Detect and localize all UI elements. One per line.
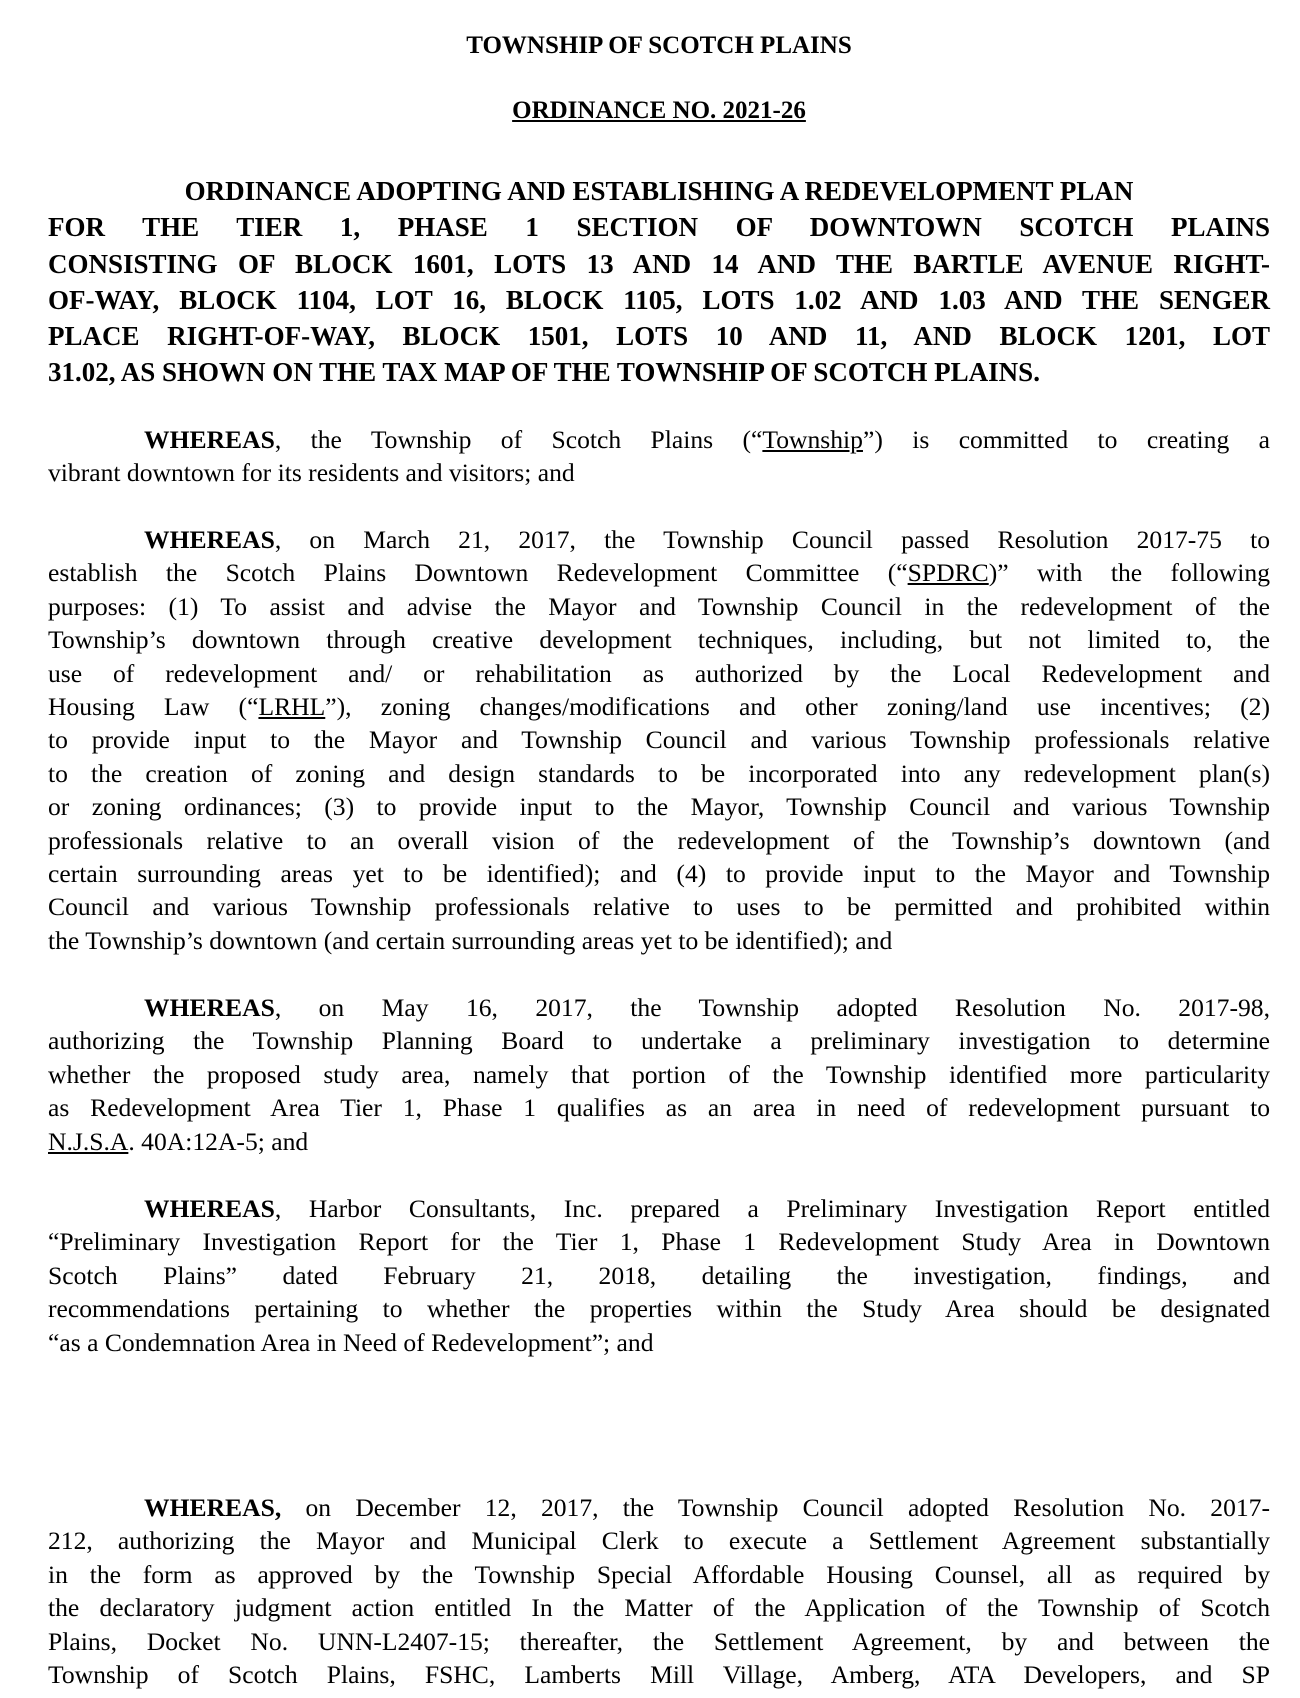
paragraph-line: “as a Condemnation Area in Need of Redevelopment”; and xyxy=(48,1327,654,1357)
paragraph-line: Township’s downtown through creative development techniques, including, but not limited to, the xyxy=(48,625,1270,655)
paragraph-line: Council and various Township professionals relative to uses to be permitted and prohibited within xyxy=(48,892,1270,922)
paragraph-line: Township of Scotch Plains, FSHC, Lamberts Mill Village, Amberg, ATA Developers, and SP xyxy=(48,1660,1270,1690)
paragraph-line: the declaratory judgment action entitled In the Matter of the Application of the Township of Scotch xyxy=(48,1593,1270,1623)
paragraph-line: the Township’s downtown (and certain surrounding areas yet to be identified); and xyxy=(48,925,893,955)
whereas-paragraph xyxy=(48,1192,1270,1359)
whereas-lead: WHEREAS xyxy=(144,525,275,554)
paragraph-line: establish the Scotch Plains Downtown Redevelopment Committee (“SPDRC)” with the following xyxy=(48,558,1270,588)
defined-term: LRHL xyxy=(258,692,326,722)
paragraph-line: in the form as approved by the Township Special Affordable Housing Counsel, all as required by xyxy=(48,1559,1270,1589)
title-line: 31.02, AS SHOWN ON THE TAX MAP OF THE TOWNSHIP OF SCOTCH PLAINS. xyxy=(48,357,1040,388)
paragraph-line: whether the proposed study area, namely that portion of the Township identified more particularity xyxy=(48,1059,1270,1089)
paragraph-line: or zoning ordinances; (3) to provide input to the Mayor, Township Council and various Township xyxy=(48,792,1270,822)
paragraph-line: Scotch Plains” dated February 21, 2018, detailing the investigation, findings, and xyxy=(48,1260,1270,1290)
whereas-paragraph xyxy=(48,1491,1270,1691)
title-line: ORDINANCE ADOPTING AND ESTABLISHING A REDEVELOPMENT PLAN xyxy=(184,176,1134,206)
paragraph-line: WHEREAS, Harbor Consultants, Inc. prepared a Preliminary Investigation Report entitled xyxy=(144,1194,1270,1223)
paragraph-line: certain surrounding areas yet to be identified); and (4) to provide input to the Mayor and Township xyxy=(48,859,1270,889)
title-line: PLACE RIGHT-OF-WAY, BLOCK 1501, LOTS 10 AND 11, AND BLOCK 1201, LOT xyxy=(48,321,1270,352)
paragraph-line: recommendations pertaining to whether the properties within the Study Area should be designated xyxy=(48,1294,1270,1324)
whereas-paragraph xyxy=(48,991,1270,1158)
paragraph-line: to the creation of zoning and design standards to be incorporated into any redevelopment plan(s) xyxy=(48,758,1270,788)
defined-term: SPDRC xyxy=(907,558,989,588)
paragraph-line: to provide input to the Mayor and Township Council and various Township professionals relative xyxy=(48,725,1270,755)
whereas-lead: WHEREAS, xyxy=(144,1493,282,1522)
paragraph-line: WHEREAS, on December 12, 2017, the Township Council adopted Resolution No. 2017- xyxy=(144,1493,1270,1522)
paragraph-line: 212, authorizing the Mayor and Municipal Clerk to execute a Settlement Agreement substantially xyxy=(48,1526,1270,1556)
paragraph-line: N.J.S.A. 40A:12A-5; and xyxy=(48,1126,309,1156)
paragraph-line: WHEREAS, on May 16, 2017, the Township adopted Resolution No. 2017-98, xyxy=(144,993,1270,1022)
paragraph-line: Housing Law (“LRHL”), zoning changes/modifications and other zoning/land use incentives; (2) xyxy=(48,692,1270,722)
title-line: OF-WAY, BLOCK 1104, LOT 16, BLOCK 1105, LOTS 1.02 AND 1.03 AND THE SENGER xyxy=(48,284,1270,315)
title-line: FOR THE TIER 1, PHASE 1 SECTION OF DOWNTOWN SCOTCH PLAINS xyxy=(48,212,1270,243)
township-heading: TOWNSHIP OF SCOTCH PLAINS xyxy=(466,32,852,59)
whereas-lead: WHEREAS xyxy=(144,425,275,454)
paragraph-line: “Preliminary Investigation Report for the Tier 1, Phase 1 Redevelopment Study Area in Downtown xyxy=(48,1227,1270,1257)
defined-term: N.J.S.A xyxy=(48,1126,129,1156)
paragraph-line: use of redevelopment and/ or rehabilitation as authorized by the Local Redevelopment and xyxy=(48,658,1270,688)
defined-term: Township xyxy=(762,425,863,454)
paragraph-line: WHEREAS, the Township of Scotch Plains (“Township”) is committed to creating a xyxy=(144,425,1270,454)
paragraph-line: purposes: (1) To assist and advise the Mayor and Township Council in the redevelopment of the xyxy=(48,591,1270,621)
paragraph-line: WHEREAS, on March 21, 2017, the Township Council passed Resolution 2017-75 to xyxy=(144,525,1270,554)
paragraph-line: as Redevelopment Area Tier 1, Phase 1 qualifies as an area in need of redevelopment pursuant to xyxy=(48,1093,1270,1123)
paragraph-line: vibrant downtown for its residents and visitors; and xyxy=(48,458,575,488)
paragraph-line: professionals relative to an overall vision of the redevelopment of the Township’s downtown (and xyxy=(48,825,1270,855)
whereas-lead: WHEREAS xyxy=(144,1194,275,1223)
whereas-paragraph xyxy=(48,523,1270,957)
ordinance-title xyxy=(48,173,1270,391)
whereas-paragraph xyxy=(48,423,1270,490)
whereas-lead: WHEREAS xyxy=(144,993,275,1022)
paragraph-line: Plains, Docket No. UNN-L2407-15; thereafter, the Settlement Agreement, by and between the xyxy=(48,1626,1270,1656)
paragraph-line: authorizing the Township Planning Board to undertake a preliminary investigation to determine xyxy=(48,1026,1270,1056)
ordinance-number: ORDINANCE NO. 2021-26 xyxy=(512,97,806,124)
title-line: CONSISTING OF BLOCK 1601, LOTS 13 AND 14 AND THE BARTLE AVENUE RIGHT- xyxy=(48,248,1270,279)
